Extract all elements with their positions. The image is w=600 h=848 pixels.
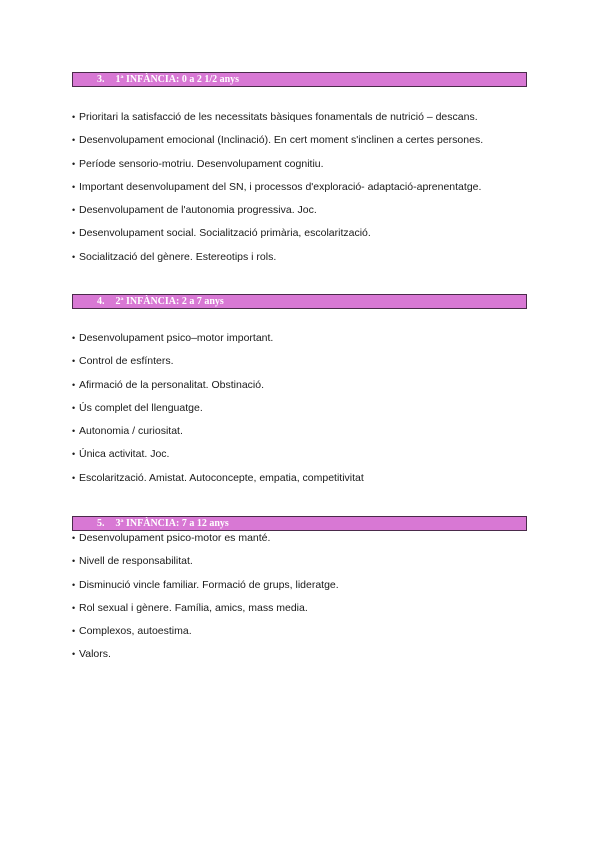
list-item: • Escolarització. Amistat. Autoconcepte, empatia, competitivitat (72, 467, 542, 490)
list-item: • Desenvolupament social. Socialització primària, escolarització. (72, 222, 542, 245)
list-item: • Autonomia / curiositat. (72, 420, 542, 443)
section-title: 3ª INFÀNCIA: 7 a 12 anys (115, 518, 229, 529)
section-number: 5. (97, 518, 105, 529)
list-item: • Ús complet del llenguatge. (72, 397, 542, 420)
list-item: • Prioritari la satisfacció de les necessitats bàsiques fonamentals de nutrició – descans. (72, 106, 542, 129)
list-item: • Rol sexual i gènere. Família, amics, mass media. (72, 597, 542, 620)
section-2a-infancia-list (72, 327, 542, 490)
section-header-1a-infancia (72, 72, 527, 87)
section-title: 1ª INFÀNCIA: 0 a 2 1/2 anys (115, 74, 240, 85)
list-item: • Desenvolupament psico–motor important. (72, 327, 542, 350)
list-item: • Important desenvolupament del SN, i processos d'exploració- adaptació-aprenentatge. (72, 176, 542, 199)
section-number: 3. (97, 74, 105, 85)
list-item: • Desenvolupament de l'autonomia progressiva. Joc. (72, 199, 542, 222)
list-item: • Única activitat. Joc. (72, 443, 542, 466)
section-number: 4. (97, 296, 105, 307)
section-title: 2ª INFÀNCIA: 2 a 7 anys (115, 296, 224, 307)
list-item: • Nivell de responsabilitat. (72, 550, 542, 573)
list-item: • Control de esfínters. (72, 350, 542, 373)
list-item: • Socialització del gènere. Estereotips i rols. (72, 246, 542, 269)
list-item: • Disminució vincle familiar. Formació de grups, lideratge. (72, 574, 542, 597)
list-item: • Període sensorio-motriu. Desenvolupament cognitiu. (72, 153, 542, 176)
section-3a-infancia-list (72, 527, 542, 667)
section-1a-infancia-list (72, 106, 542, 269)
list-item: • Desenvolupament emocional (Inclinació). En cert moment s'inclinen a certes persones. (72, 129, 542, 152)
list-item: • Afirmació de la personalitat. Obstinació. (72, 374, 542, 397)
list-item: • Valors. (72, 643, 542, 666)
section-header-2a-infancia (72, 294, 527, 309)
list-item: • Complexos, autoestima. (72, 620, 542, 643)
list-item: • Desenvolupament psico-motor es manté. (72, 527, 542, 550)
